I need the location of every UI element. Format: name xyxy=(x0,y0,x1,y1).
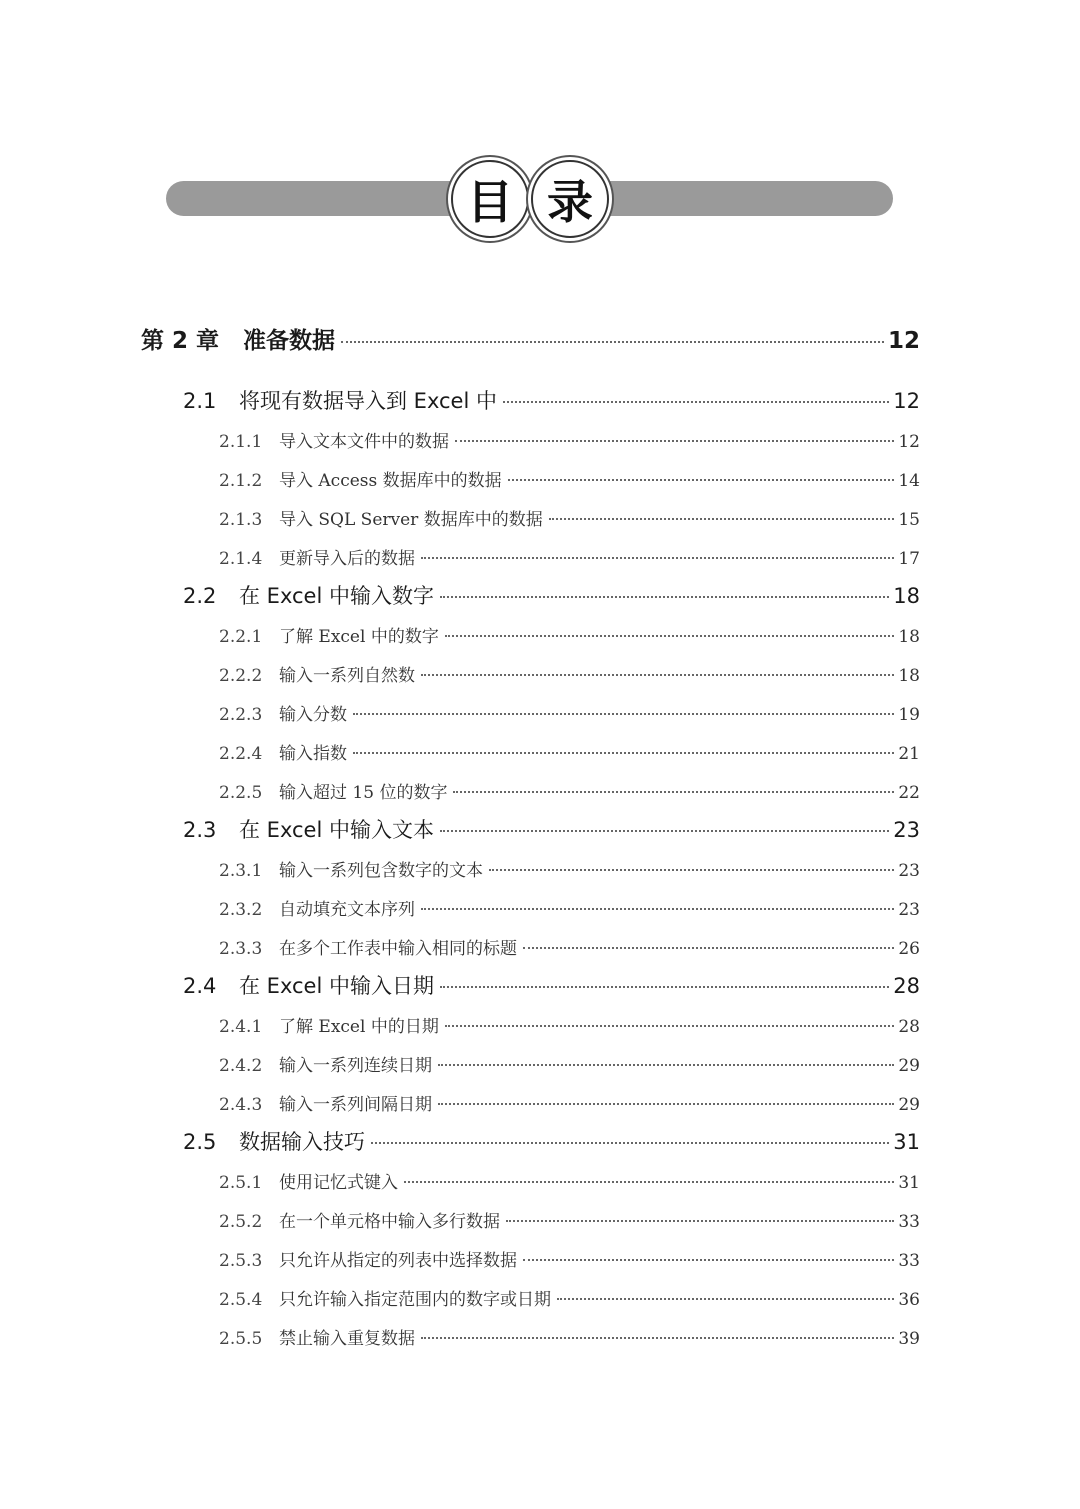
subsection-number: 2.1.4 xyxy=(219,549,263,569)
section-page: 18 xyxy=(893,584,920,608)
subsection-entry[interactable] xyxy=(219,1012,920,1037)
subsection-title: 了解 Excel 中的数字 xyxy=(279,627,439,647)
subsection-entry[interactable] xyxy=(219,427,920,452)
subsection-title: 输入超过 15 位的数字 xyxy=(279,783,448,803)
subsection-number: 2.5.1 xyxy=(219,1173,263,1193)
subsection-number: 2.4.2 xyxy=(219,1056,263,1076)
dot-leader xyxy=(438,1064,894,1066)
subsection-title: 更新导入后的数据 xyxy=(279,549,415,569)
subsection-number: 2.1.1 xyxy=(219,432,263,452)
chapter-number: 第 2 章 xyxy=(141,328,220,354)
dot-leader xyxy=(445,1025,895,1027)
section-entry[interactable] xyxy=(183,1126,920,1156)
subsection-page: 28 xyxy=(898,1017,920,1037)
subsection-title: 输入分数 xyxy=(279,705,347,725)
subsection-entry[interactable] xyxy=(219,544,920,569)
dot-leader xyxy=(353,752,894,754)
subsection-entry[interactable] xyxy=(219,466,920,491)
subsection-entry[interactable] xyxy=(219,1285,920,1310)
subsection-title: 在一个单元格中输入多行数据 xyxy=(279,1212,500,1232)
subsection-title: 只允许输入指定范围内的数字或日期 xyxy=(279,1290,551,1310)
subsection-page: 22 xyxy=(898,783,920,803)
chapter-page: 12 xyxy=(887,328,920,354)
dot-leader xyxy=(445,635,895,637)
section-number: 2.4 xyxy=(183,974,217,998)
subsection-number: 2.2.2 xyxy=(219,666,263,686)
dot-leader xyxy=(353,713,894,715)
subsection-entry[interactable] xyxy=(219,1051,920,1076)
section-page: 23 xyxy=(893,818,920,842)
section-title: 将现有数据导入到 Excel 中 xyxy=(239,389,497,413)
dot-leader xyxy=(440,986,889,988)
subsection-number: 2.3.1 xyxy=(219,861,263,881)
subsection-page: 14 xyxy=(898,471,920,491)
subsection-page: 23 xyxy=(898,861,920,881)
dot-leader xyxy=(440,596,889,598)
subsection-page: 29 xyxy=(898,1056,920,1076)
dot-leader xyxy=(421,908,894,910)
dot-leader xyxy=(506,1220,894,1222)
dot-leader xyxy=(438,1103,894,1105)
dot-leader xyxy=(371,1142,889,1144)
section-title: 在 Excel 中输入数字 xyxy=(239,584,434,608)
subsection-number: 2.5.3 xyxy=(219,1251,263,1271)
subsection-title: 禁止输入重复数据 xyxy=(279,1329,415,1349)
subsection-page: 33 xyxy=(898,1212,920,1232)
subsection-page: 19 xyxy=(898,705,920,725)
section-entry[interactable] xyxy=(183,580,920,610)
dot-leader xyxy=(489,869,894,871)
section-page: 31 xyxy=(893,1130,920,1154)
subsection-number: 2.2.1 xyxy=(219,627,263,647)
subsection-title: 导入 SQL Server 数据库中的数据 xyxy=(279,510,543,530)
section-title: 在 Excel 中输入日期 xyxy=(239,974,434,998)
title-char-2: 录 xyxy=(531,160,609,238)
subsection-number: 2.5.4 xyxy=(219,1290,263,1310)
subsection-number: 2.4.1 xyxy=(219,1017,263,1037)
title-char-1: 目 xyxy=(451,160,529,238)
section-number: 2.3 xyxy=(183,818,217,842)
subsection-entry[interactable] xyxy=(219,1324,920,1349)
subsection-entry[interactable] xyxy=(219,1207,920,1232)
subsection-page: 36 xyxy=(898,1290,920,1310)
subsection-page: 15 xyxy=(898,510,920,530)
subsection-entry[interactable] xyxy=(219,505,920,530)
subsection-number: 2.5.5 xyxy=(219,1329,263,1349)
subsection-title: 输入一系列连续日期 xyxy=(279,1056,432,1076)
subsection-entry[interactable] xyxy=(219,700,920,725)
subsection-title: 自动填充文本序列 xyxy=(279,900,415,920)
subsection-entry[interactable] xyxy=(219,1090,920,1115)
subsection-page: 29 xyxy=(898,1095,920,1115)
subsection-number: 2.1.2 xyxy=(219,471,263,491)
subsection-number: 2.1.3 xyxy=(219,510,263,530)
subsection-title: 输入一系列自然数 xyxy=(279,666,415,686)
subsection-number: 2.2.5 xyxy=(219,783,263,803)
dot-leader xyxy=(549,518,895,520)
dot-leader xyxy=(453,791,894,793)
dot-leader xyxy=(341,341,884,343)
section-page: 28 xyxy=(893,974,920,998)
subsection-entry[interactable] xyxy=(219,739,920,764)
dot-leader xyxy=(455,440,894,442)
subsection-page: 17 xyxy=(898,549,920,569)
subsection-page: 39 xyxy=(898,1329,920,1349)
subsection-page: 12 xyxy=(898,432,920,452)
subsection-entry[interactable] xyxy=(219,895,920,920)
subsection-entry[interactable] xyxy=(219,856,920,881)
subsection-number: 2.3.3 xyxy=(219,939,263,959)
dot-leader xyxy=(440,830,889,832)
subsection-number: 2.2.3 xyxy=(219,705,263,725)
subsection-page: 31 xyxy=(898,1173,920,1193)
subsection-number: 2.2.4 xyxy=(219,744,263,764)
dot-leader xyxy=(508,479,895,481)
subsection-entry[interactable] xyxy=(219,661,920,686)
section-number: 2.2 xyxy=(183,584,217,608)
subsection-entry[interactable] xyxy=(219,1246,920,1271)
subsection-number: 2.5.2 xyxy=(219,1212,263,1232)
subsection-number: 2.3.2 xyxy=(219,900,263,920)
subsection-title: 使用记忆式键入 xyxy=(279,1173,398,1193)
section-page: 12 xyxy=(893,389,920,413)
dot-leader xyxy=(421,557,894,559)
toc-header xyxy=(0,0,1080,300)
dot-leader xyxy=(557,1298,894,1300)
dot-leader xyxy=(404,1181,894,1183)
section-entry[interactable] xyxy=(183,385,920,415)
section-entry[interactable] xyxy=(183,814,920,844)
subsection-entry[interactable] xyxy=(219,1168,920,1193)
subsection-page: 18 xyxy=(898,666,920,686)
dot-leader xyxy=(421,1337,894,1339)
subsection-title: 输入指数 xyxy=(279,744,347,764)
chapter-entry[interactable] xyxy=(141,322,920,355)
section-title: 在 Excel 中输入文本 xyxy=(239,818,434,842)
subsection-page: 26 xyxy=(898,939,920,959)
subsection-entry[interactable] xyxy=(219,622,920,647)
header-band xyxy=(166,181,893,216)
subsection-title: 只允许从指定的列表中选择数据 xyxy=(279,1251,517,1271)
subsection-title: 导入文本文件中的数据 xyxy=(279,432,449,452)
section-title: 数据输入技巧 xyxy=(239,1130,365,1154)
subsection-title: 输入一系列间隔日期 xyxy=(279,1095,432,1115)
chapter-title: 准备数据 xyxy=(243,328,336,354)
section-entry[interactable] xyxy=(183,970,920,1000)
subsection-title: 了解 Excel 中的日期 xyxy=(279,1017,439,1037)
dot-leader xyxy=(503,401,889,403)
dot-leader xyxy=(523,1259,894,1261)
subsection-entry[interactable] xyxy=(219,778,920,803)
subsection-title: 在多个工作表中输入相同的标题 xyxy=(279,939,517,959)
subsection-title: 输入一系列包含数字的文本 xyxy=(279,861,483,881)
section-number: 2.1 xyxy=(183,389,217,413)
section-number: 2.5 xyxy=(183,1130,217,1154)
subsection-page: 21 xyxy=(898,744,920,764)
subsection-page: 33 xyxy=(898,1251,920,1271)
subsection-entry[interactable] xyxy=(219,934,920,959)
dot-leader xyxy=(523,947,894,949)
subsection-page: 23 xyxy=(898,900,920,920)
subsection-page: 18 xyxy=(898,627,920,647)
subsection-number: 2.4.3 xyxy=(219,1095,263,1115)
dot-leader xyxy=(421,674,894,676)
subsection-title: 导入 Access 数据库中的数据 xyxy=(279,471,502,491)
